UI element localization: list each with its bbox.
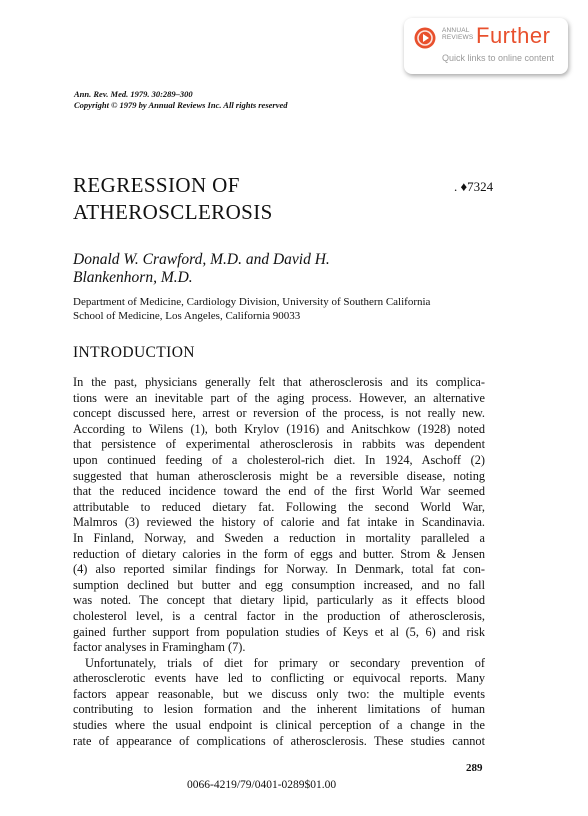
- further-subtitle: Quick links to online content: [442, 53, 555, 63]
- body-line: Unfortunately, trials of diet for primary or secondary prevention of: [85, 655, 485, 670]
- body-line: contributing to lesion formation and the inherent limitations of human: [73, 702, 485, 717]
- body-line: that the reduced incidence toward the end of the first World War seemed: [73, 484, 485, 499]
- authors: [73, 251, 373, 287]
- body-line: cholesterol level, is a central factor in the production of atherosclerosis,: [73, 608, 485, 623]
- body-line: atherosclerotic events have led to conflicting or equivocal reports. Many: [73, 671, 485, 686]
- article-title: [73, 172, 273, 226]
- article-code: . ♦7324: [454, 179, 494, 194]
- body-line: sumption declined but butter and egg consumption increased, and no fall: [73, 577, 485, 592]
- body-text: [73, 375, 485, 749]
- article-title-line-1: REGRESSION OF: [73, 173, 240, 197]
- section-heading-introduction: INTRODUCTION: [73, 344, 195, 361]
- body-line: upon continued feeding of a cholesterol-rich diet. In 1924, Aschoff (2): [73, 452, 485, 467]
- body-line: rate of appearance of complications of atherosclerosis. These studies cannot: [73, 733, 485, 748]
- further-wordmark: Further: [476, 23, 551, 48]
- body-line: In Finland, Norway, and Sweden a reduction in mortality paralleled a: [73, 530, 485, 545]
- annual-reviews-further-badge[interactable]: [404, 18, 568, 74]
- body-line: (4) also reported similar findings for Norway. In Denmark, total fat con-: [73, 562, 485, 577]
- body-line: In the past, physicians generally felt that atherosclerosis and its complica-: [73, 375, 485, 389]
- body-line: attributable to reduced dietary fat. Following the second World War,: [73, 499, 485, 514]
- annual-reviews-logo-icon: [414, 27, 436, 49]
- citation-line-1: Ann. Rev. Med. 1979. 30:289–300: [74, 89, 193, 99]
- affiliation-line-2: School of Medicine, Los Angeles, California 90033: [73, 310, 301, 322]
- footer-code: 0066-4219/79/0401-0289$01.00: [187, 779, 337, 791]
- body-line: that persistence of experimental atherosclerosis in rabbits was dependent: [73, 437, 485, 452]
- body-line: gained further support from population studies of Keys et al (5, 6) and risk: [73, 624, 485, 639]
- authors-line-1: Donald W. Crawford, M.D. and David H.: [73, 251, 330, 268]
- body-line: Malmros (3) reviewed the history of calorie and fat intake in Scandinavia.: [73, 515, 485, 530]
- body-line: concept discussed here, arrest or reversion of the process, is not really new.: [73, 406, 485, 421]
- body-line: factors appear reasonable, but we discuss only two: the multiple events: [73, 686, 485, 701]
- body-line: tions were an inevitable part of the aging process. However, an alternative: [73, 390, 485, 405]
- citation-line-2: Copyright © 1979 by Annual Reviews Inc. All rights reserved: [74, 100, 288, 110]
- page-number: 289: [466, 762, 483, 774]
- article-title-line-2: ATHEROSCLEROSIS: [73, 200, 273, 224]
- citation: [74, 89, 288, 111]
- affiliation: [73, 295, 503, 323]
- affiliation-line-1: Department of Medicine, Cardiology Division, University of Southern California: [73, 296, 431, 308]
- body-line: suggested that human atherosclerosis might be a reversible disease, noting: [73, 468, 485, 483]
- authors-line-2: Blankenhorn, M.D.: [73, 269, 193, 286]
- body-line: factor analyses in Framingham (7).: [73, 640, 246, 655]
- body-line: studies where the usual endpoint is clinical perception of a change in the: [73, 718, 485, 733]
- body-line: According to Wilens (1), both Krylov (1916) and Anitschkow (1928) noted: [73, 421, 485, 436]
- annual-reviews-wordmark: ANNUAL REVIEWS: [442, 27, 474, 41]
- body-line: was noted. The concept that dietary lipid, particularly as it effects blood: [73, 593, 485, 608]
- body-line: reduction of dietary calories in the form of eggs and butter. Strom & Jensen: [73, 546, 485, 561]
